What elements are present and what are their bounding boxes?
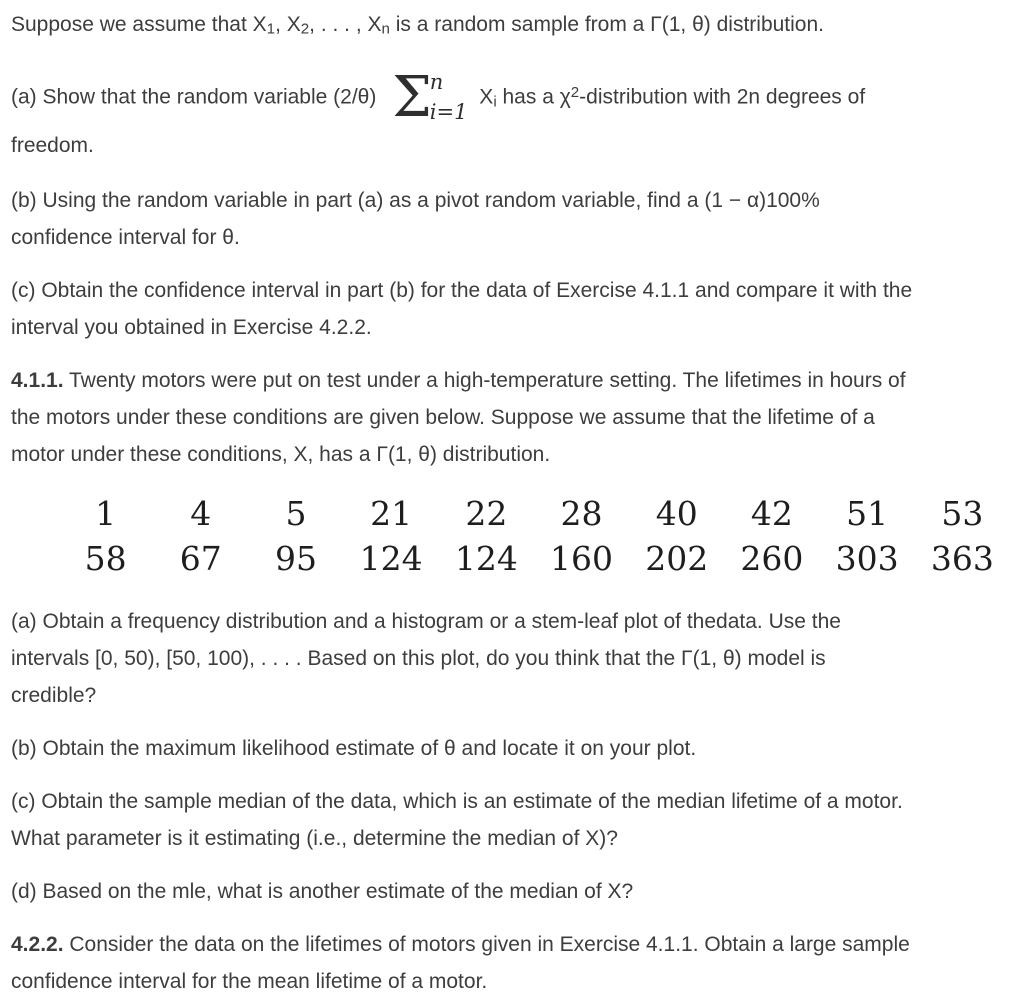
table-cell: 51	[846, 494, 889, 533]
table-cell: 124	[359, 539, 423, 578]
table-cell: 53	[941, 494, 984, 533]
paragraph-exercise-4-1-1-part-b: (b) Obtain the maximum likelihood estimate of θ and locate it on your plot.	[11, 737, 697, 760]
paragraph-exercise-4-1-1-part-a: (a) Obtain a frequency distribution and a histogram or a stem-leaf plot of thedata. Use the intervals [0, 50), [50, 100), . . . . Based on this plot, do you think that the Γ(1, θ) model is credible?	[11, 610, 841, 707]
table-cell: 21	[370, 494, 413, 533]
data-table	[58, 491, 1010, 581]
table-cell: 363	[930, 539, 994, 578]
table-cell: 28	[560, 494, 603, 533]
table-cell: 1	[95, 494, 117, 533]
summation-symbol	[392, 65, 468, 130]
table-cell: 22	[465, 494, 508, 533]
table-cell: 40	[655, 494, 698, 533]
paragraph-problem-part-b: (b) Using the random variable in part (a) as a pivot random variable, find a (1 − α)100% confidence interval for θ.	[11, 189, 820, 249]
sigma-glyph: Σ	[392, 65, 432, 130]
paragraph-exercise-4-2-2: 4.2.2. Consider the data on the lifetimes of motors given in Exercise 4.1.1. Obtain a large sample confidence interval for the mean lifetime of a motor.	[11, 933, 910, 993]
table-cell: 5	[285, 494, 307, 533]
table-cell: 202	[645, 539, 709, 578]
table-cell: 42	[750, 494, 793, 533]
table-cell: 303	[835, 539, 899, 578]
table-cell: 58	[84, 539, 127, 578]
summation-limits	[430, 69, 468, 127]
summation-upper-limit: n	[429, 70, 444, 94]
paragraph-exercise-4-1-1: 4.1.1. Twenty motors were put on test under a high-temperature setting. The lifetimes in hours of the motors under these conditions are given below. Suppose we assume that the lifetime of a motor under these conditions, X, has a Γ(1, θ) distribution.	[11, 369, 906, 466]
paragraph-problem-intro: Suppose we assume that $X_1$, $X_2$, . . . , $X_n$ is a random sample from a Γ(1, θ) distribution.	[11, 13, 824, 38]
table-row	[58, 536, 1010, 581]
paragraph-problem-part-a: (a) Show that the random variable (2/θ) Σ n i=1 $X_i$ has a $\chi^2$-distribution with 2n degrees of freedom.	[11, 65, 866, 157]
summation-lower-limit: i=1	[429, 100, 468, 124]
paragraph-exercise-4-1-1-part-c: (c) Obtain the sample median of the data, which is an estimate of the median lifetime of a motor. What parameter is it estimating (i.e., determine the median of X)?	[11, 790, 903, 850]
table-cell: 260	[740, 539, 804, 578]
table-row	[58, 491, 1010, 536]
paragraph-exercise-4-1-1-part-d: (d) Based on the mle, what is another estimate of the median of X?	[11, 880, 634, 903]
table-cell: 67	[179, 539, 222, 578]
table-cell: 160	[550, 539, 614, 578]
paragraph-problem-part-c: (c) Obtain the confidence interval in part (b) for the data of Exercise 4.1.1 and compare it with the interval you obtained in Exercise 4.2.2.	[11, 279, 913, 339]
table-cell: 95	[274, 539, 317, 578]
table-cell: 4	[190, 494, 212, 533]
table-cell: 124	[454, 539, 518, 578]
lifetimes-data-table	[58, 491, 1014, 581]
